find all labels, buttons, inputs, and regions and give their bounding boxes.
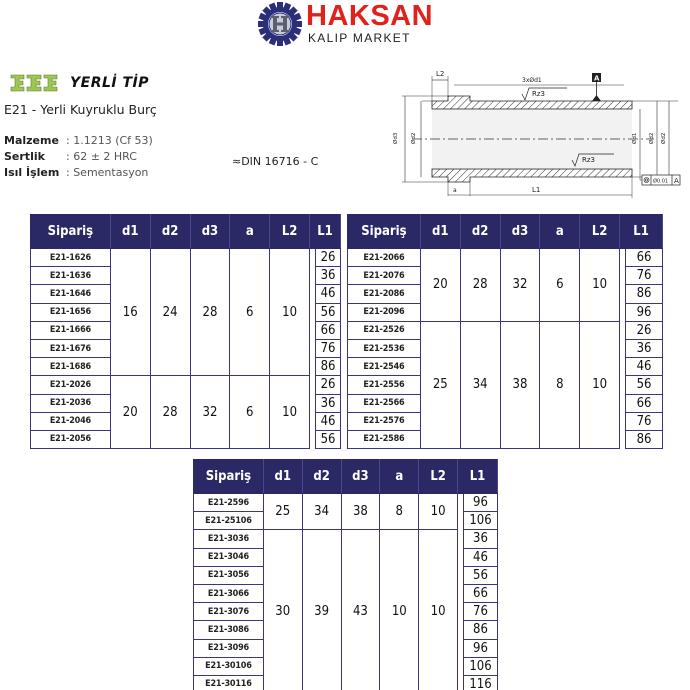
l1-value: 36 [464, 530, 498, 548]
l1-value: 46 [626, 358, 663, 376]
order-code: E21-2076 [348, 267, 421, 285]
l1-value: 46 [316, 285, 341, 303]
order-code: E21-2546 [348, 358, 421, 376]
spec-row-hardness [4, 149, 153, 165]
l1-value: 96 [626, 303, 663, 321]
type-title: YERLİ TİP [70, 75, 150, 91]
order-code: E21-2556 [348, 376, 421, 394]
l1-value: 106 [464, 657, 498, 675]
col-header-d2: d2 [460, 215, 500, 249]
spec-key: Sertlik [4, 150, 45, 163]
order-code: E21-2536 [348, 339, 421, 357]
brand-name: HAKSAN [306, 0, 434, 32]
l1-value: 36 [316, 394, 341, 412]
order-code: E21-3076 [194, 603, 264, 621]
d2-value: 34 [302, 494, 341, 530]
table-row [194, 494, 498, 512]
gear-logo-icon [258, 2, 302, 46]
order-code: E21-2086 [348, 285, 421, 303]
d2-value: 34 [460, 321, 500, 448]
l1-value: 116 [464, 675, 498, 690]
l2-value: 10 [270, 376, 310, 449]
drawing-label-tolerance-datum: A [674, 177, 679, 185]
l1-value: 66 [464, 584, 498, 602]
col-header-d1: d1 [110, 215, 150, 249]
l1-value: 66 [626, 249, 663, 267]
order-code: E21-30106 [194, 657, 264, 675]
spec-key: Malzeme [4, 134, 59, 147]
order-code: E21-3086 [194, 621, 264, 639]
haksan-logo [258, 2, 438, 46]
col-header-siparis: Sipariş [194, 460, 264, 494]
d3-value: 32 [190, 376, 230, 449]
l1-value: 106 [464, 512, 498, 530]
drawing-label-a: a [453, 187, 457, 194]
order-code: E21-1636 [31, 267, 111, 285]
order-code: E21-2096 [348, 303, 421, 321]
l1-value: 86 [464, 621, 498, 639]
drawing-label-L1: L1 [532, 186, 541, 194]
col-header-l1: L1 [458, 460, 498, 494]
spec-table-2 [347, 214, 663, 449]
a-value: 6 [230, 249, 270, 376]
spec-table-1 [30, 214, 341, 449]
order-code: E21-3046 [194, 548, 264, 566]
order-code: E21-30116 [194, 675, 264, 690]
d3-value: 38 [500, 321, 540, 448]
drawing-label-datum: A [594, 74, 600, 83]
a-value: 10 [380, 530, 419, 690]
d3-value: 28 [190, 249, 230, 376]
l1-value: 46 [464, 548, 498, 566]
l1-value: 86 [316, 358, 341, 376]
col-header-a: a [540, 215, 580, 249]
drawing-label-tolerance: Ø0.01 [653, 178, 669, 185]
l1-value: 56 [316, 303, 341, 321]
order-code: E21-2526 [348, 321, 421, 339]
spec-value: : 1.1213 (Cf 53) [66, 134, 153, 147]
drawing-label-d3: Ød3 [393, 132, 399, 144]
l1-value: 26 [626, 321, 663, 339]
drawing-label-d1: Ød1 [632, 132, 638, 144]
order-code: E21-3036 [194, 530, 264, 548]
d1-value: 20 [110, 376, 150, 449]
l1-value: 96 [464, 639, 498, 657]
drawing-label-d2-left: Ød2 [411, 132, 417, 144]
l1-value: 56 [626, 376, 663, 394]
col-header-d3: d3 [190, 215, 230, 249]
col-header-siparis: Sipariş [31, 215, 111, 249]
col-header-d2: d2 [302, 460, 341, 494]
l2-value: 10 [419, 530, 458, 690]
d1-value: 16 [110, 249, 150, 376]
drawing-label-rz-bottom: Rz3 [582, 156, 595, 164]
col-header-l1: L1 [620, 215, 663, 249]
order-code: E21-2596 [194, 494, 264, 512]
d3-value: 43 [341, 530, 380, 690]
order-code: E21-2046 [31, 412, 111, 430]
spec-list [4, 133, 153, 181]
l1-value: 66 [316, 321, 341, 339]
order-code: E21-2586 [348, 430, 421, 448]
drawing-label-d2-right: Ød2 [649, 132, 655, 144]
a-value: 6 [540, 249, 580, 322]
d1-value: 20 [420, 249, 460, 322]
col-header-l2: L2 [419, 460, 458, 494]
order-code: E21-2036 [31, 394, 111, 412]
l2-value: 10 [580, 249, 620, 322]
order-code: E21-2026 [31, 376, 111, 394]
l2-value: 10 [580, 321, 620, 448]
d2-value: 24 [150, 249, 190, 376]
drawing-label-d2-far: Ød2 [661, 132, 667, 144]
order-code: E21-3056 [194, 566, 264, 584]
table-row [31, 376, 341, 394]
a-value: 8 [540, 321, 580, 448]
order-code: E21-1666 [31, 321, 111, 339]
l1-value: 76 [626, 267, 663, 285]
col-header-d3: d3 [341, 460, 380, 494]
spec-value: : Sementasyon [66, 166, 149, 179]
l1-value: 76 [464, 603, 498, 621]
a-value: 6 [230, 376, 270, 449]
table-row [31, 249, 341, 267]
order-code: E21-3066 [194, 584, 264, 602]
order-code: E21-25106 [194, 512, 264, 530]
type-badge-icon [10, 74, 58, 92]
order-code: E21-2576 [348, 412, 421, 430]
l1-value: 36 [316, 267, 341, 285]
col-header-siparis: Sipariş [348, 215, 421, 249]
order-code: E21-1686 [31, 358, 111, 376]
l1-value: 96 [464, 494, 498, 512]
product-title: E21 - Yerli Kuyruklu Burç [4, 102, 157, 117]
order-code: E21-2566 [348, 394, 421, 412]
col-header-d1: d1 [263, 460, 302, 494]
l1-value: 86 [626, 285, 663, 303]
d1-value: 25 [263, 494, 302, 530]
col-header-l1: L1 [310, 215, 341, 249]
order-code: E21-2056 [31, 430, 111, 448]
l1-value: 26 [316, 376, 341, 394]
drawing-label-rz-top: Rz3 [532, 90, 545, 98]
technical-drawing [392, 68, 682, 198]
l1-value: 66 [626, 394, 663, 412]
table-row [348, 249, 663, 267]
col-header-l2: L2 [270, 215, 310, 249]
l1-value: 56 [316, 430, 341, 448]
l1-value: 86 [626, 430, 663, 448]
d2-value: 28 [460, 249, 500, 322]
table-row [348, 321, 663, 339]
order-code: E21-1656 [31, 303, 111, 321]
col-header-a: a [380, 460, 419, 494]
table-row [194, 530, 498, 548]
din-standard: ≈DIN 16716 - C [232, 155, 319, 168]
a-value: 8 [380, 494, 419, 530]
order-code: E21-1646 [31, 285, 111, 303]
d3-value: 38 [341, 494, 380, 530]
spec-value: : 62 ± 2 HRC [66, 150, 137, 163]
l1-value: 36 [626, 339, 663, 357]
l2-value: 10 [270, 249, 310, 376]
l2-value: 10 [419, 494, 458, 530]
spec-table-3 [193, 459, 498, 690]
drawing-label-L2: L2 [436, 70, 445, 78]
col-header-d3: d3 [500, 215, 540, 249]
order-code: E21-1626 [31, 249, 111, 267]
d3-value: 32 [500, 249, 540, 322]
order-code: E21-1676 [31, 339, 111, 357]
spec-row-heat-treatment [4, 165, 153, 181]
l1-value: 56 [464, 566, 498, 584]
l1-value: 46 [316, 412, 341, 430]
col-header-a: a [230, 215, 270, 249]
l1-value: 76 [316, 339, 341, 357]
drawing-label-thread: 3xØd1 [522, 77, 542, 84]
col-header-d1: d1 [420, 215, 460, 249]
d2-value: 28 [150, 376, 190, 449]
order-code: E21-3096 [194, 639, 264, 657]
d1-value: 25 [420, 321, 460, 448]
col-header-l2: L2 [580, 215, 620, 249]
order-code: E21-2066 [348, 249, 421, 267]
spec-key: Isıl İşlem [4, 166, 60, 179]
d2-value: 39 [302, 530, 341, 690]
l1-value: 26 [316, 249, 341, 267]
col-header-d2: d2 [150, 215, 190, 249]
brand-subtitle: KALIP MARKET [308, 31, 411, 45]
l1-value: 76 [626, 412, 663, 430]
spec-row-material [4, 133, 153, 149]
d1-value: 30 [263, 530, 302, 690]
